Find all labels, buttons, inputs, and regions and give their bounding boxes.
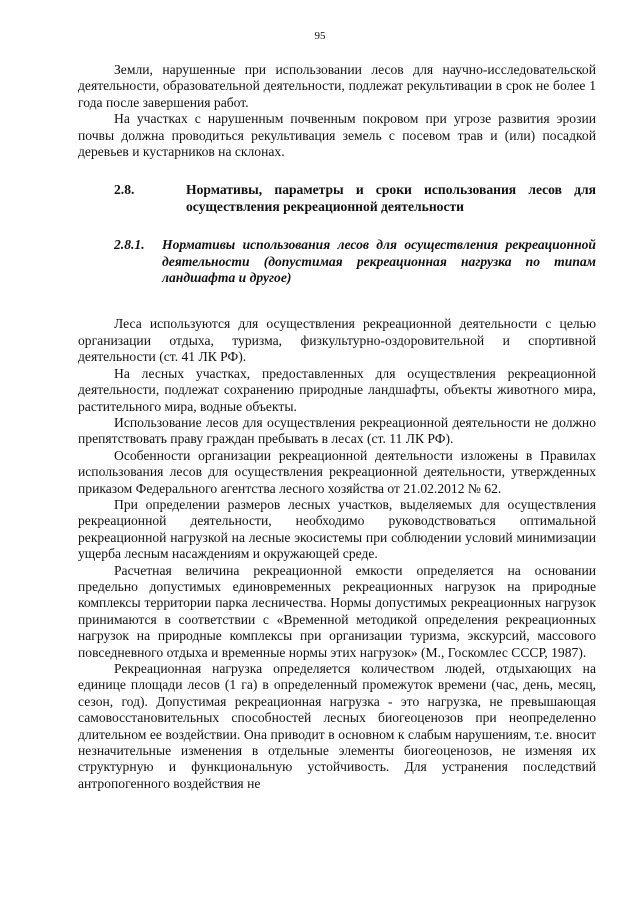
paragraph: При определении размеров лесных участков, выделяемых для осуществления рекреационной деятельности, необходимо руководствоваться оптимальной рекреационной нагрузкой на лесные экосистемы при соблюдении условий минимизации ущерба лесным насаждениям и окружающей среде. [78,496,596,562]
page-number: 95 [314,30,326,42]
spacer [78,215,596,237]
page-content [78,62,596,792]
paragraph: Расчетная величина рекреационной емкости определяется на основании предельно допустимых единовременных рекреационных нагрузок на природные комплексы территории парка лесничества. Нормы допустимых рекреационных нагрузок принимаются в соответствии с «Временной методикой определения рекреационных нагрузок на природные комплексы при организации туризма, экскурсий, массового повседневного отдыха и временные нормы этих нагрузок» (М., Госкомлес СССР, 1987). [78,562,596,660]
paragraph: На лесных участках, предоставленных для осуществления рекреационной деятельности, подлежат сохранению природные ландшафты, объекты животного мира, растительного мира, водные объекты. [78,365,596,414]
paragraph: Леса используются для осуществления рекреационной деятельности с целью организации отдыха, туризма, физкультурно-оздоровительной и спортивной деятельности (ст. 41 ЛК РФ). [78,316,596,365]
paragraph: На участках с нарушенным почвенным покровом при угрозе развития эрозии почвы должна проводиться рекультивация земель с посевом трав и (или) посадкой деревьев и кустарников на склонах. [78,111,596,160]
section-heading [78,182,596,215]
paragraph: Использование лесов для осуществления рекреационной деятельности не должно препятствовать праву граждан пребывать в лесах (ст. 11 ЛК РФ). [78,414,596,447]
paragraph: Земли, нарушенные при использовании лесов для научно-исследовательской деятельности, образовательной деятельности, подлежат рекультивации в срок не более 1 года после завершения работ. [78,62,596,110]
paragraph: Рекреационная нагрузка определяется количеством людей, отдыхающих на единице площади лесов (1 га) в определенный промежуток времени (час, день, месяц, сезон, год). Допустимая рекреационная нагрузка - это нагрузка, не превышающая самовосстановительных способностей лесных биогеоценозов при неопределенно длительном ее воздействии. Она приводит в основном к слабым нарушениям, т.е. вносит незначительные изменения в отдельные элементы биогеоценозов, не изменяя их структурную и функциональную устойчивость. Для устранения последствий антропогенного воздействия не [78,661,596,791]
subsection-number: 2.8.1. [114,237,145,253]
section-number: 2.8. [114,182,135,198]
section-title: Нормативы, параметры и сроки использования лесов для осуществления рекреационной деятельности [186,182,596,214]
subsection-heading [78,237,596,286]
subsection-title: Нормативы использования лесов для осуществления рекреационной деятельности (допустимая рекреационная нагрузка по типам ландшафта и другое) [162,237,596,286]
spacer [78,286,596,316]
paragraph: Особенности организации рекреационной деятельности изложены в Правилах использования лесов для осуществления рекреационной деятельности, утвержденных приказом Федерального агентства лесного хозяйства от 21.02.2012 № 62. [78,447,596,496]
spacer [78,160,596,182]
